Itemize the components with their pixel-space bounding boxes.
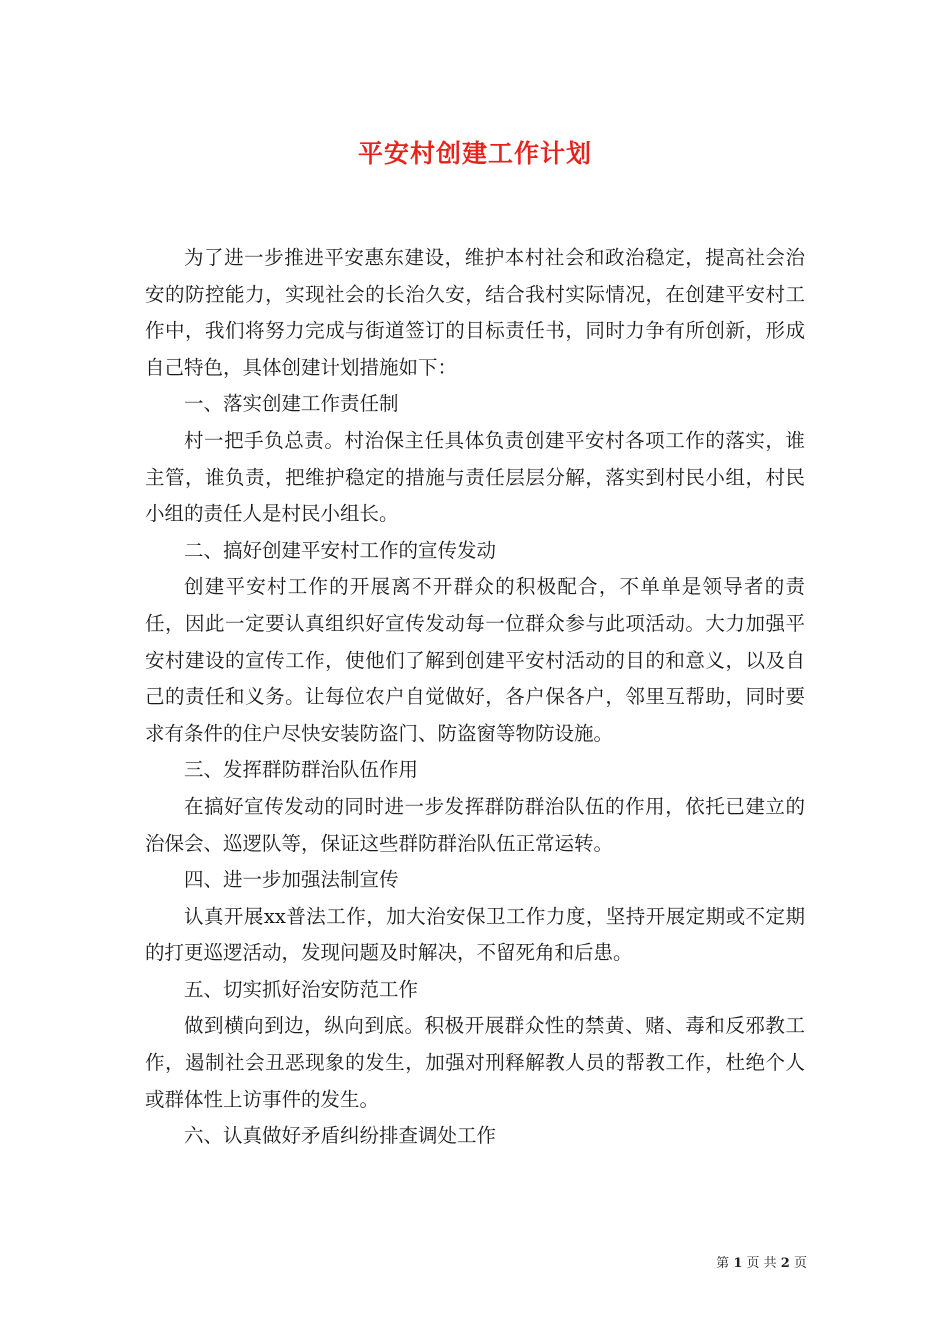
section-heading-2: 二、搞好创建平安村工作的宣传发动 [184, 538, 497, 562]
section-heading-6: 六、认真做好矛盾纠纷排查调处工作 [184, 1124, 497, 1148]
section-heading-1: 一、落实创建工作责任制 [184, 392, 399, 416]
paragraph-2: 创建平安村工作的开展离不开群众的积极配合，不单单是领导者的责任，因此一定要认真组织好宣传发动每一位群众参与此项活动。大力加强平安村建设的宣传工作，使他们了解到创建平安村活动的目的和意义，以及自己的责任和义务。让每位农户自觉做好，各户保各户，邻里互帮助，同时要求有条件的住户尽快安装防盗门、防盗窗等物防设施。 [145, 575, 805, 745]
total-page-number: 2 [780, 1256, 790, 1271]
document-body [145, 240, 805, 1155]
page-title: 平安村创建工作计划 [357, 139, 592, 168]
page-footer [716, 1252, 807, 1271]
section-heading-5: 五、切实抓好治安防范工作 [184, 977, 419, 1001]
paragraph-3: 在搞好宣传发动的同时进一步发挥群防群治队伍的作用，依托已建立的治保会、巡逻队等，保证这些群防群治队伍正常运转。 [145, 794, 805, 855]
footer-prefix: 第 [716, 1256, 730, 1271]
current-page-number: 1 [733, 1256, 743, 1271]
section-heading-4: 四、进一步加强法制宣传 [184, 868, 399, 892]
footer-suffix: 页 [793, 1256, 807, 1271]
section-heading-3: 三、发挥群防群治队伍作用 [184, 758, 419, 782]
paragraph-intro: 为了进一步推进平安惠东建设，维护本村社会和政治稳定，提高社会治安的防控能力，实现社会的长治久安，结合我村实际情况，在创建平安村工作中，我们将努力完成与街道签订的目标责任书，同时力争有所创新，形成自己特色，具体创建计划措施如下： [145, 246, 805, 379]
paragraph-5: 做到横向到边，纵向到底。积极开展群众性的禁黄、赌、毒和反邪教工作，遏制社会丑恶现象的发生，加强对刑释解教人员的帮教工作，杜绝个人或群体性上访事件的发生。 [145, 1014, 805, 1111]
paragraph-1: 村一把手负总责。村治保主任具体负责创建平安村各项工作的落实，谁主管，谁负责，把维护稳定的措施与责任层层分解，落实到村民小组，村民小组的责任人是村民小组长。 [145, 428, 805, 526]
footer-middle: 页 共 [746, 1256, 777, 1271]
paragraph-4: 认真开展xx普法工作，加大治安保卫工作力度，坚持开展定期或不定期的打更巡逻活动，发现问题及时解决，不留死角和后患。 [145, 904, 805, 965]
